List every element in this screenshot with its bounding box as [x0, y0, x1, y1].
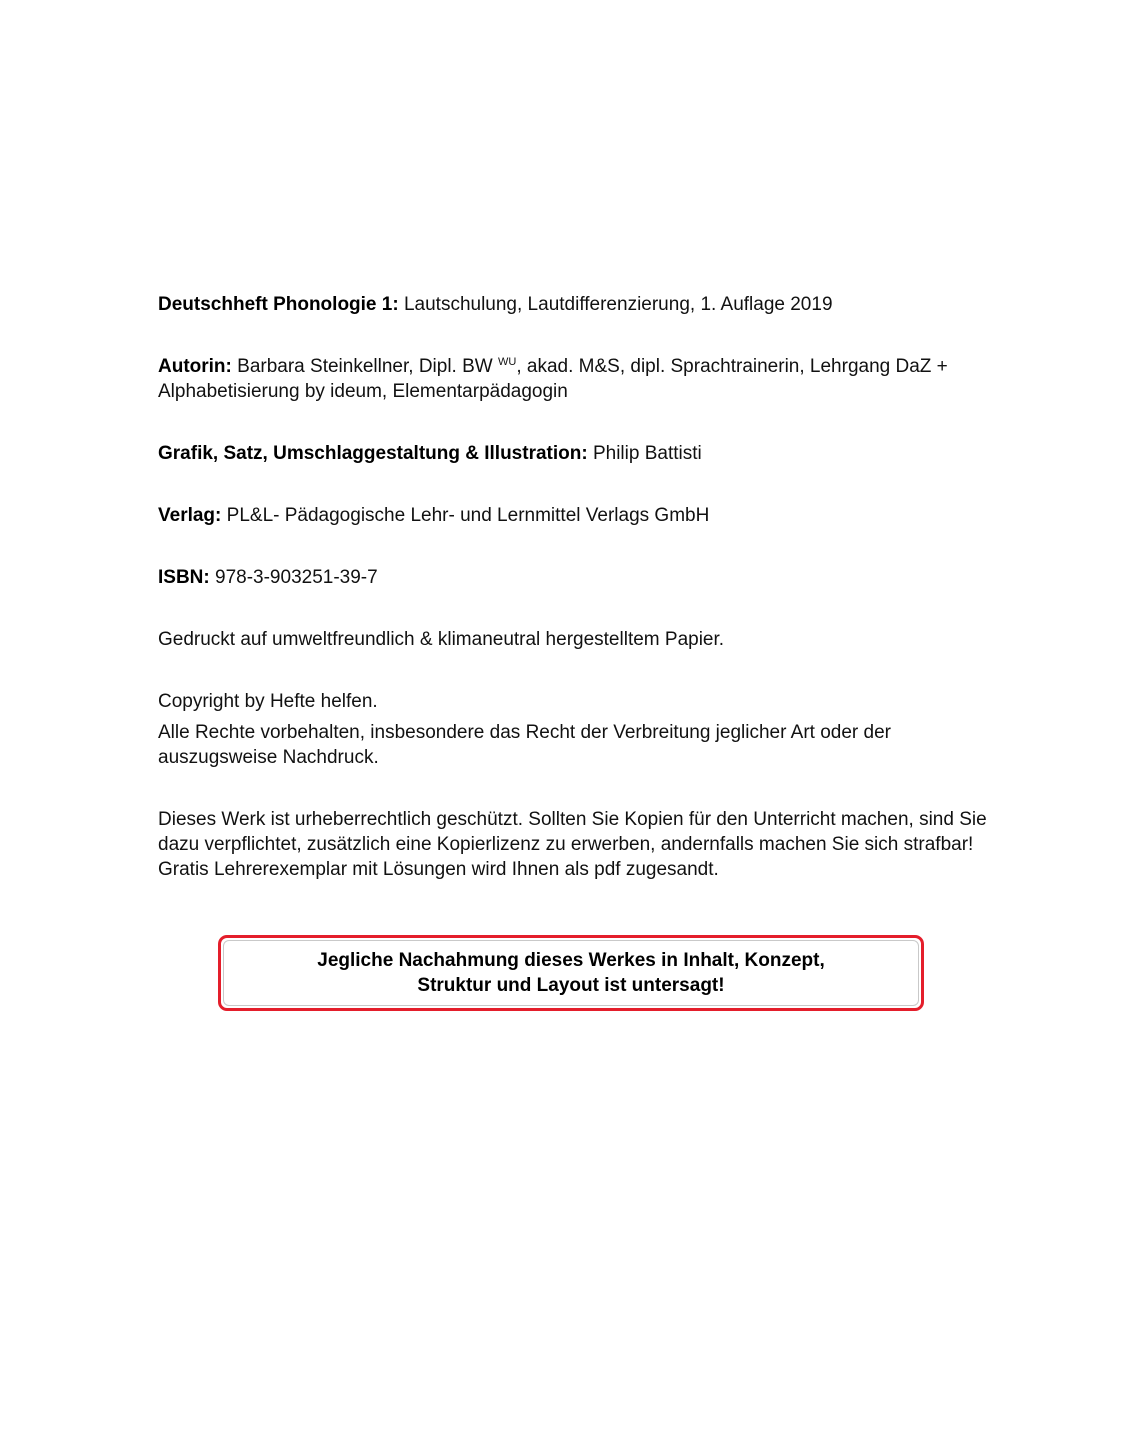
notice-line-1: Jegliche Nachahmung dieses Werkes in Inhalt, Konzept, [317, 950, 825, 971]
notice-text [317, 948, 825, 998]
author-value-start: Barbara Steinkellner, Dipl. BW [231, 356, 498, 377]
author-value-end: , akad. M&S, dipl. Sprachtrainerin, Lehrgang DaZ + Alphabetisierung by ideum, Elementarpädagogin [158, 356, 948, 402]
publisher-line [158, 503, 994, 528]
isbn-label: ISBN: [158, 567, 210, 588]
license-note: Dieses Werk ist urheberrechtlich geschützt. Sollten Sie Kopien für den Unterricht machen, sind Sie dazu verpflichtet, zusätzlich eine Kopierlizenz zu erwerben, andernfalls machen Sie sich strafbar! Gratis Lehrerexemplar mit Lösungen wird Ihnen als pdf zugesandt. [158, 809, 987, 880]
notice-line-2: Struktur und Layout ist untersagt! [417, 975, 725, 996]
publisher-label: Verlag: [158, 505, 222, 526]
author-degree-superscript: WU [498, 356, 517, 368]
graphics-label: Grafik, Satz, Umschlaggestaltung & Illustration: [158, 443, 588, 464]
graphics-value: Philip Battisti [587, 443, 702, 464]
title-line [158, 292, 994, 317]
author-line [158, 354, 994, 404]
title-label: Deutschheft Phonologie 1: [158, 294, 399, 315]
graphics-line [158, 441, 994, 466]
isbn-value: 978-3-903251-39-7 [209, 567, 378, 588]
copyright-line: Copyright by Hefte helfen. [158, 691, 378, 712]
rights-note: Alle Rechte vorbehalten, insbesondere das Recht der Verbreitung jeglicher Art oder der auszugsweise Nachdruck. [158, 722, 891, 768]
notice-inner-frame [223, 940, 919, 1006]
copy-prohibition-notice [218, 935, 924, 1011]
publisher-value: PL&L- Pädagogische Lehr- und Lernmittel Verlags GmbH [221, 505, 710, 526]
printing-note: Gedruckt auf umweltfreundlich & klimaneutral hergestelltem Papier. [158, 629, 725, 650]
author-label: Autorin: [158, 356, 232, 377]
isbn-line [158, 565, 994, 590]
imprint-content [158, 292, 994, 919]
title-value: Lautschulung, Lautdifferenzierung, 1. Auflage 2019 [398, 294, 833, 315]
